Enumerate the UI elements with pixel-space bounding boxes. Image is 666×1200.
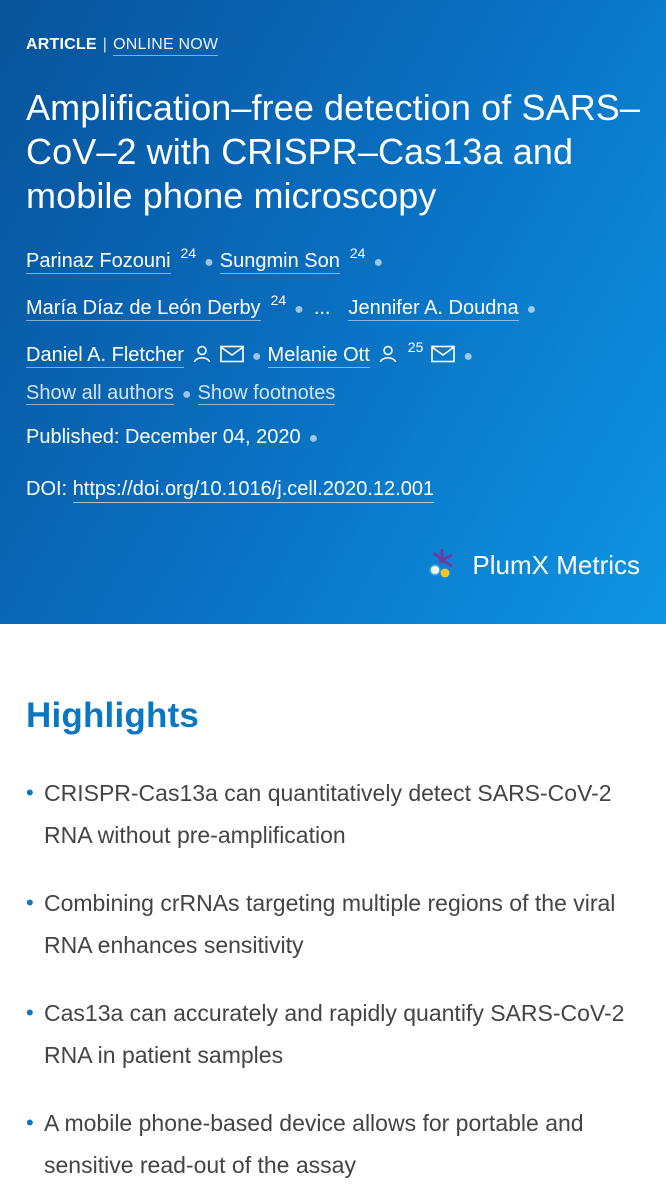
published-label: Published: [26, 426, 120, 448]
show-footnotes-link[interactable]: Show footnotes [197, 382, 336, 404]
article-meta [26, 36, 642, 62]
article-type: ARTICLE [26, 36, 97, 53]
mail-icon[interactable] [431, 342, 455, 372]
bullet-marker: • [26, 890, 34, 915]
author-separator: ● [204, 254, 214, 271]
show-all-authors-link[interactable]: Show all authors [26, 382, 174, 404]
highlight-text: Cas13a can accurately and rapidly quantify SARS-CoV-2 RNA in patient samples [44, 1000, 625, 1068]
author-link-ott[interactable]: Melanie Ott [267, 344, 370, 366]
date-separator: ● [308, 430, 319, 447]
author-toggles [26, 379, 642, 423]
author-separator: ● [373, 254, 384, 271]
bullet-marker: • [26, 1000, 34, 1025]
meta-separator: | [102, 36, 108, 53]
highlight-item [26, 772, 640, 856]
author-link-doudna[interactable]: Jennifer A. Doudna [348, 297, 519, 319]
plumx-icon [426, 546, 472, 585]
author-separator: ● [526, 301, 537, 318]
doi-label: DOI: [26, 478, 68, 500]
highlight-text: CRISPR-Cas13a can quantitatively detect SARS-CoV-2 RNA without pre-amplification [44, 780, 612, 848]
author-link-fletcher[interactable]: Daniel A. Fletcher [26, 344, 184, 366]
authors-ellipsis: ... [313, 297, 331, 319]
author-separator: ● [251, 348, 262, 365]
bullet-marker: • [26, 1110, 34, 1135]
highlight-item [26, 1102, 640, 1186]
person-icon[interactable] [378, 342, 398, 372]
highlights-section [0, 624, 666, 1186]
highlight-item [26, 992, 640, 1076]
author-separator: ● [463, 348, 474, 365]
doi-row [26, 475, 642, 505]
plumx-label: PlumX Metrics [472, 550, 640, 580]
author-link-diaz-de-leon-derby[interactable]: María Díaz de León Derby [26, 297, 261, 319]
author-footnote-ref[interactable]: 24 [349, 245, 366, 261]
article-title: Amplification–free detection of SARS–CoV–2 with CRISPR–Cas13a and mobile phone microscopy [26, 87, 641, 216]
highlights-heading: Highlights [26, 696, 200, 735]
author-separator: ● [294, 301, 304, 318]
link-separator: ● [181, 386, 192, 403]
doi-link[interactable]: https://doi.org/10.1016/j.cell.2020.12.001 [73, 478, 434, 503]
author-footnote-ref[interactable]: 25 [407, 339, 424, 355]
article-status: ONLINE NOW [113, 36, 218, 56]
highlight-item [26, 882, 640, 966]
published-date: December 04, 2020 [124, 426, 301, 448]
highlight-text: Combining crRNAs targeting multiple regions of the viral RNA enhances sensitivity [44, 890, 616, 958]
mail-icon[interactable] [220, 342, 244, 372]
person-icon[interactable] [192, 342, 212, 372]
highlight-text: A mobile phone-based device allows for portable and sensitive read-out of the assay [44, 1110, 584, 1178]
author-footnote-ref[interactable]: 24 [180, 245, 197, 261]
bullet-marker: • [26, 780, 34, 805]
plumx-metrics-button[interactable] [426, 546, 640, 585]
author-list [26, 238, 642, 379]
author-link-son[interactable]: Sungmin Son [219, 250, 340, 272]
author-link-fozouni[interactable]: Parinaz Fozouni [26, 250, 171, 272]
author-footnote-ref[interactable]: 24 [270, 292, 287, 308]
highlights-list [26, 772, 640, 1186]
publication-date [26, 423, 642, 475]
